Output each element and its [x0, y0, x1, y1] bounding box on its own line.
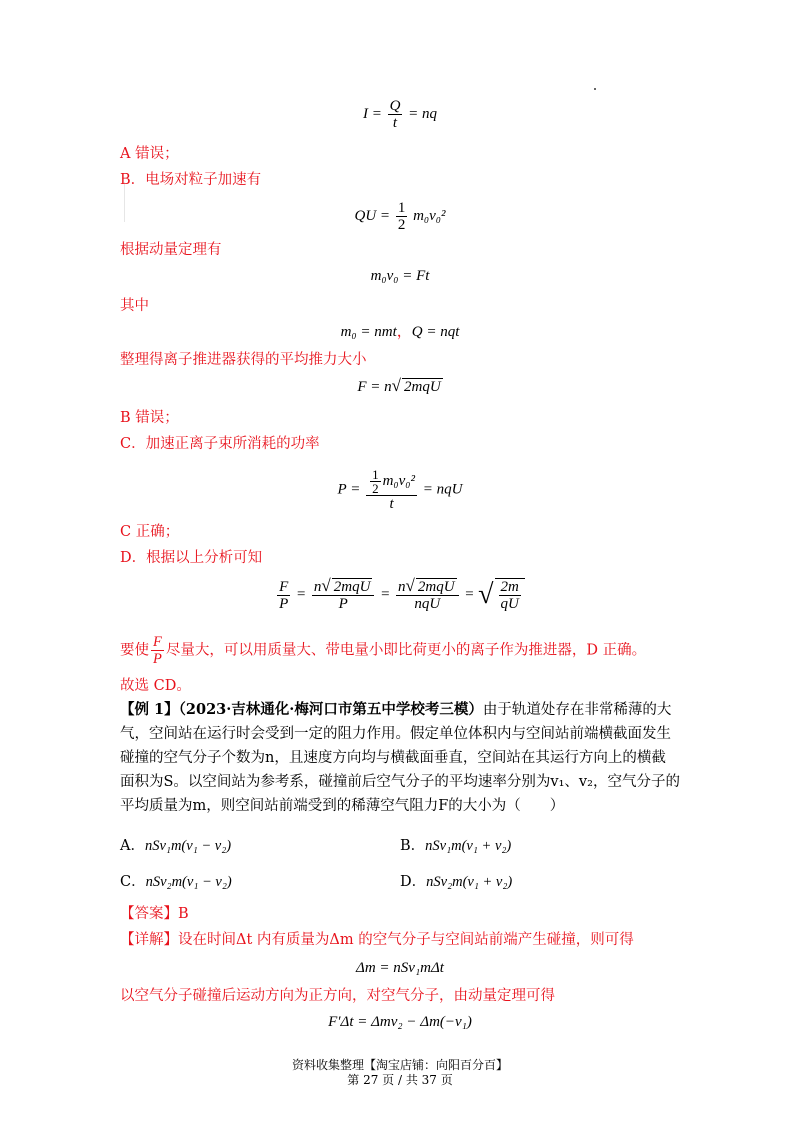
formula-delta-m: Δm = nSv₁mΔt	[356, 960, 444, 976]
answer: 【答案】B	[120, 906, 189, 922]
denominator: 2	[372, 481, 379, 496]
formula-force	[0, 376, 800, 397]
formula-mass-charge	[0, 322, 800, 342]
denominator: nqU	[414, 596, 441, 612]
b-head: B．电场对粒子加速有	[120, 172, 262, 188]
numerator	[366, 468, 417, 496]
numerator	[312, 578, 375, 596]
numerator: Q	[389, 98, 401, 114]
example-problem	[120, 698, 680, 818]
d-head: D．根据以上分析可知	[120, 550, 263, 566]
separator: ，	[396, 324, 412, 340]
fraction	[366, 468, 417, 512]
option-expr: nSv₁m(v₁ + v₂)	[425, 838, 512, 854]
numerator: 2m	[500, 579, 519, 595]
detail-tag: 【详解】	[120, 932, 178, 948]
fraction	[396, 200, 408, 233]
formula-part: F = n	[357, 379, 392, 395]
option-expr: nSv₂m(v₁ − v₂)	[145, 874, 232, 890]
formula-current	[0, 98, 800, 131]
d-conclusion	[120, 634, 646, 667]
option-label: C．	[120, 874, 146, 890]
option-expr: nSv₂m(v₁ + v₂)	[426, 874, 513, 890]
b-where: 其中	[120, 298, 149, 314]
formula-energy	[0, 200, 800, 233]
choose: 故选 CD。	[120, 678, 191, 694]
formula-part: n	[313, 579, 322, 595]
footer-source: 资料收集整理【淘宝店铺：向阳百分百】	[291, 1058, 508, 1072]
denominator: P	[279, 595, 289, 612]
sqrt-symbol: √	[321, 576, 331, 595]
fraction	[396, 578, 459, 612]
formula-part: m₀v₀²	[382, 472, 415, 489]
b-result: 整理得离子推进器获得的平均推力大小	[120, 352, 367, 368]
fraction	[312, 578, 375, 612]
stray-dot	[594, 88, 596, 90]
formula-part: = nq	[408, 105, 438, 122]
fraction	[499, 579, 521, 612]
detail-body: 设在时间Δt 内有质量为Δm 的空气分子与空间站前端产生碰撞，则可得	[178, 932, 634, 948]
formula-part: I =	[362, 105, 382, 122]
formula-power	[0, 468, 800, 512]
footer-page: 第 27 页 / 共 37 页	[347, 1073, 453, 1087]
c-head: C．加速正离子束所消耗的功率	[120, 436, 320, 452]
fraction	[151, 634, 164, 667]
formula-part: n	[398, 579, 406, 595]
detail	[120, 930, 634, 950]
example-source: （2023·吉林通化·梅河口市第五中学校考三模）	[178, 701, 483, 718]
radicand: 2mqU	[417, 579, 455, 595]
formula-part: m₀v₀²	[413, 207, 446, 224]
sqrt-symbol: √	[478, 579, 494, 610]
formula-part: = nqU	[422, 481, 463, 498]
text-part: 要使	[120, 642, 149, 659]
radicand: 2mqU	[403, 379, 441, 395]
radicand: 2mqU	[333, 579, 371, 595]
equals: =	[464, 586, 475, 603]
formula-part: Q = nqt	[411, 324, 460, 340]
c-right: C 正确；	[120, 524, 180, 540]
denominator: t	[392, 115, 398, 131]
numerator	[396, 578, 459, 596]
numerator: 1	[372, 467, 379, 482]
formula-part: P =	[337, 481, 361, 498]
formula-momentum: m₀v₀ = Ft	[370, 268, 430, 284]
b-momentum: 根据动量定理有	[120, 242, 222, 258]
denominator: qU	[500, 596, 519, 612]
example-tag: 【例 1】	[120, 701, 179, 718]
radicand	[495, 578, 525, 612]
option-a[interactable]	[120, 836, 231, 856]
a-wrong: A 错误；	[120, 146, 179, 162]
option-label: D．	[400, 874, 427, 890]
denominator: 2	[397, 217, 406, 233]
example-body: 由于轨道处存在非常稀薄的大气，空间站在运行时会受到一定的阻力作用。假定单位体积内与空间站前端横截面发生碰撞的空气分子个数为n，且速度方向均与横截面垂直，空间站在其运行方向上的横截面积为S。以空间站为参考系，碰撞前后空气分子的平均速率分别为v₁、v₂，空气分子的平均质量为m，则空间站前端受到的稀薄空气阻力F的大小为（ ）	[120, 702, 680, 814]
fraction	[277, 579, 290, 612]
fraction	[388, 98, 403, 131]
equals: =	[380, 586, 391, 603]
option-label: A．	[120, 838, 145, 854]
option-b[interactable]	[400, 836, 511, 856]
formula-part: QU =	[354, 207, 391, 224]
numerator: F	[153, 634, 162, 650]
formula-ratio	[0, 578, 800, 612]
numerator: F	[279, 578, 289, 595]
sqrt-symbol: √	[405, 576, 415, 595]
denominator: P	[153, 651, 162, 667]
denominator: P	[338, 596, 348, 612]
formula-part: m₀ = nmt	[340, 324, 397, 340]
text-part: 尽量大，可以用质量大、带电量小即比荷更小的离子作为推进器，D 正确。	[165, 642, 647, 659]
option-label: B．	[400, 838, 426, 854]
b-wrong: B 错误；	[120, 410, 179, 426]
option-expr: nSv₁m(v₁ − v₂)	[144, 838, 232, 854]
formula-impulse: F′Δt = Δmv₂ − Δm(−v₁)	[328, 1014, 472, 1030]
denominator: t	[389, 496, 394, 512]
option-c[interactable]	[120, 872, 232, 892]
numerator: 1	[397, 200, 406, 216]
equals: =	[296, 586, 307, 603]
sqrt-symbol: √	[391, 376, 401, 395]
detail-next: 以空气分子碰撞后运动方向为正方向，对空气分子，由动量定理可得	[120, 988, 555, 1004]
inner-fraction	[370, 468, 381, 495]
option-d[interactable]	[400, 872, 512, 892]
